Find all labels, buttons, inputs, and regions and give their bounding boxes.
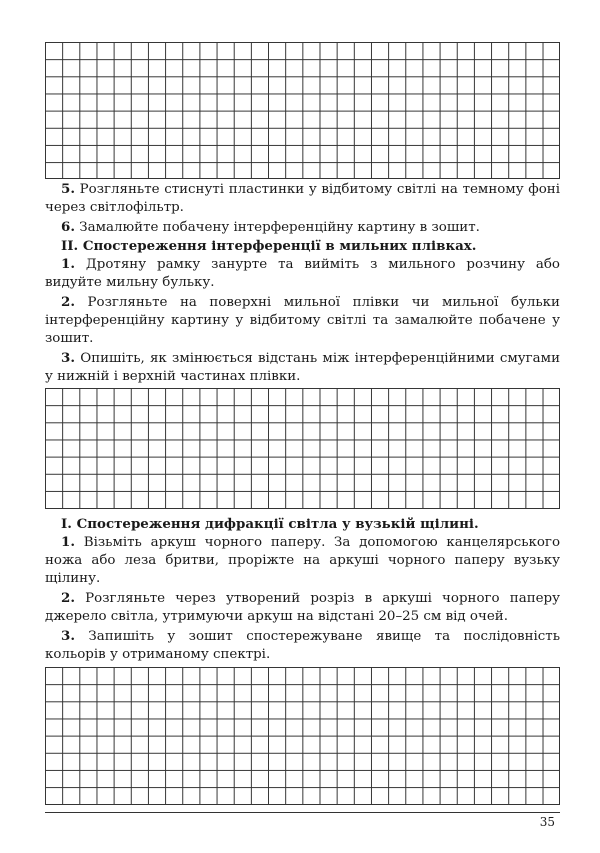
section-2-heading: ІІ. Спостереження інтерференції в мильних плівках. (61, 238, 477, 254)
soap-step-1: 1. Дротяну рамку занурте та вийміть з мильного розчину або видуйте мильну бульку. (45, 256, 560, 290)
slit-step-2: 2. Розгляньте через утворений розріз в аркуші чорного паперу джерело світла, утримуючи аркуш на відстані 20–25 см від очей. (45, 590, 560, 624)
step-5: 5. Розгляньте стиснуті пластинки у відбитому світлі на темному фоні через світлофільтр. (45, 181, 561, 215)
answer-grid-2 (45, 388, 560, 509)
answer-grid-1 (45, 42, 560, 179)
footer-rule (45, 812, 560, 813)
slit-step-3: 3. Запишіть у зошит спостережуване явище та послідовність кольорів у отриманому спектрі. (45, 628, 560, 662)
answer-grid-3 (45, 667, 560, 805)
step-6: 6. Замалюйте побачену інтерференційну картину в зошит. (61, 219, 480, 235)
section-diffraction-text (45, 515, 560, 664)
page-number: 35 (539, 815, 555, 829)
soap-step-2: 2. Розгляньте на поверхні мильної плівки чи мильної бульки інтерференційну картину у відбитому світлі та замалюйте побачене у зошит. (45, 294, 560, 346)
slit-step-1: 1. Візьміть аркуш чорного паперу. За допомогою канцелярського ножа або леза бритви, проріжте на аркуші чорного паперу вузьку щілину. (45, 534, 561, 586)
soap-step-3: 3. Опишіть, як змінюється відстань між інтерференційними смугами у нижній і верхній частинах плівки. (45, 350, 560, 384)
section-3-heading: І. Спостереження дифракції світла у вузькій щілині. (61, 516, 479, 532)
